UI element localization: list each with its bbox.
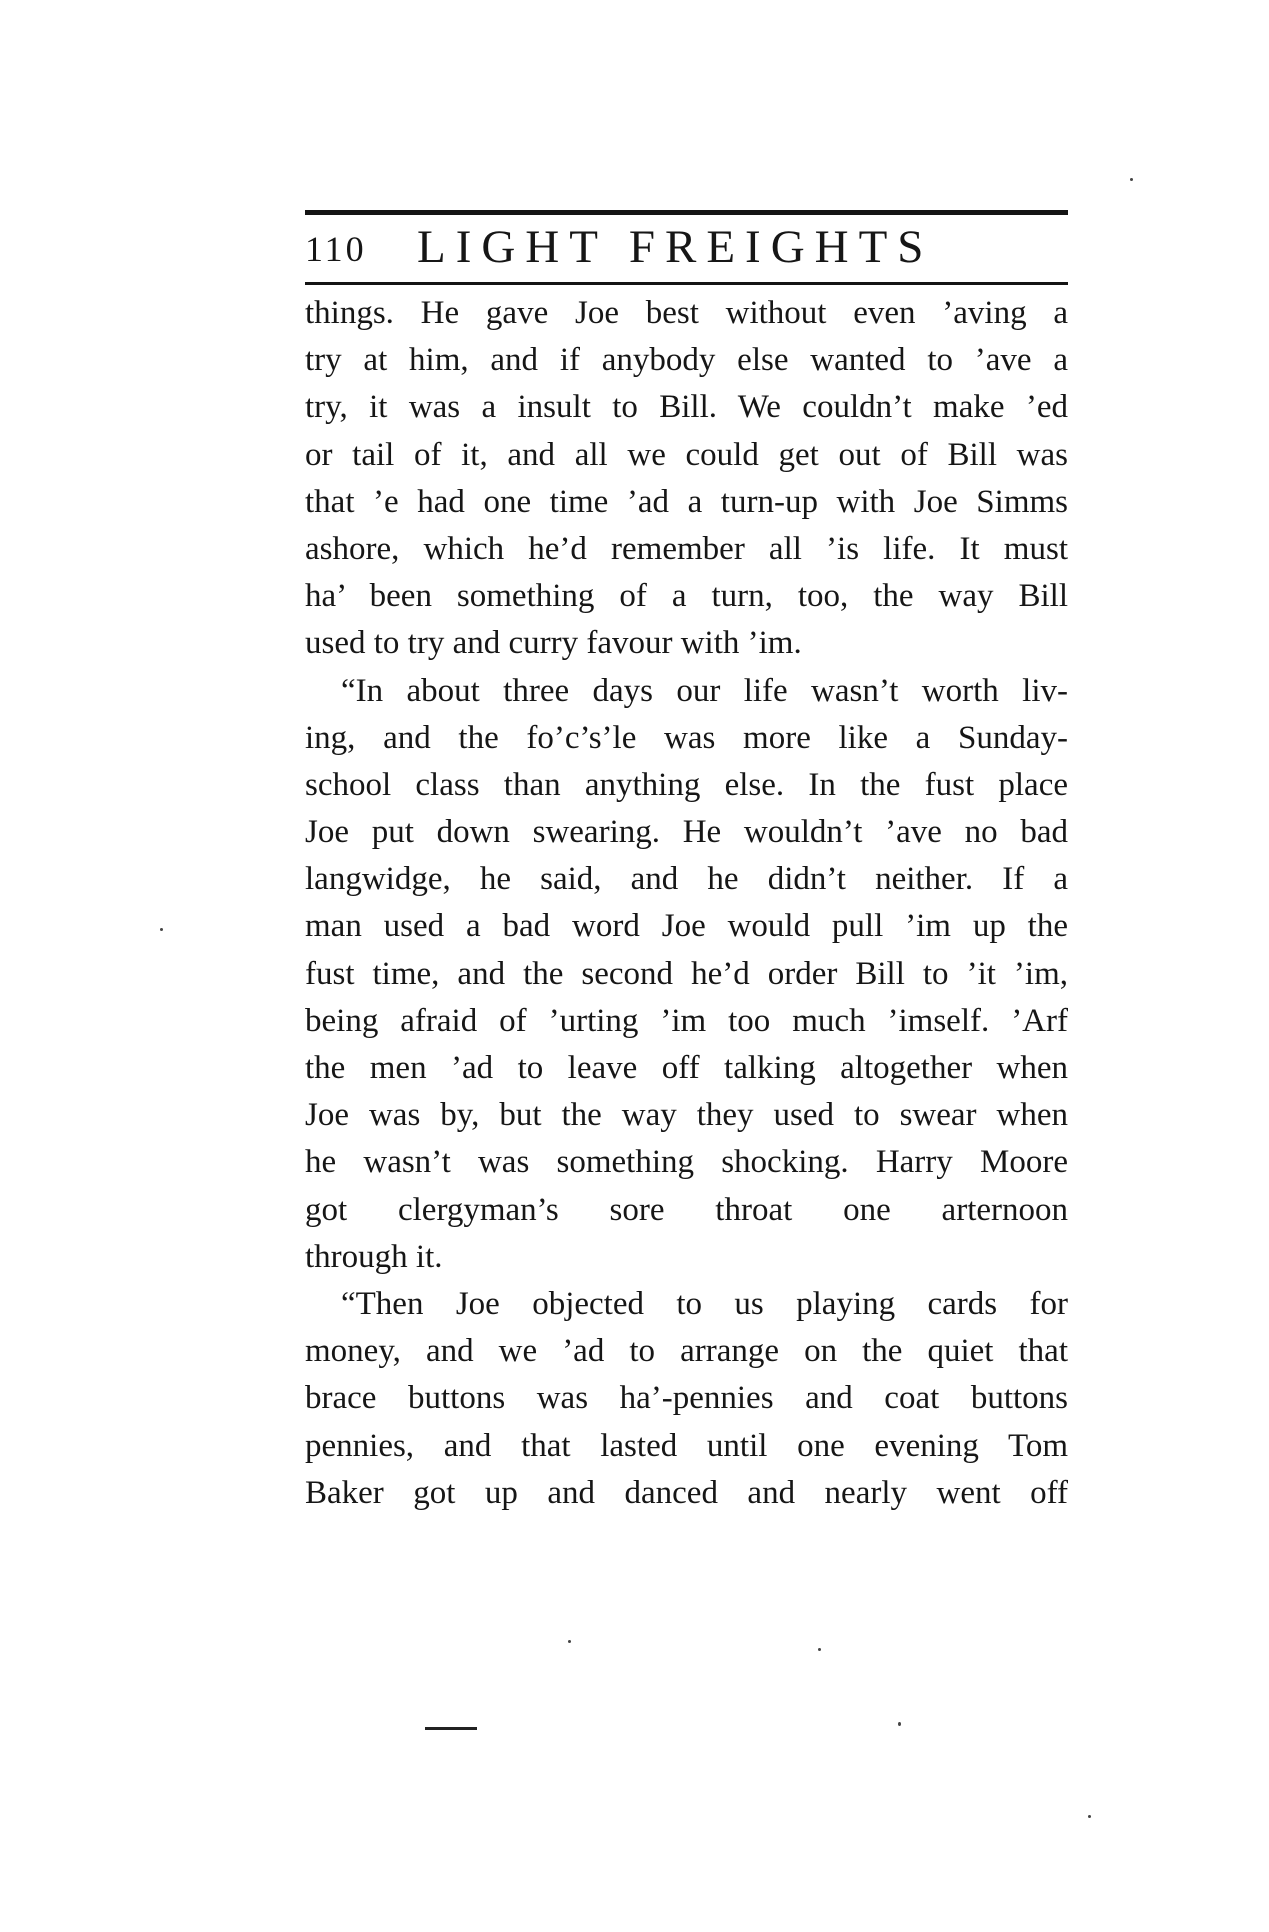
- text-line: used to try and curry favour with ’im.: [305, 625, 802, 662]
- text-line: the men ’ad to leave off talking altogether when: [305, 1050, 1068, 1086]
- text-line: he wasn’t was something shocking. Harry Moore: [305, 1144, 1068, 1181]
- text-line: try, it was a insult to Bill. We couldn’t make ’ed: [305, 389, 1068, 426]
- text-line: pennies, and that lasted until one evening Tom: [305, 1427, 1068, 1464]
- paragraph-start-line: “Then Joe objected to us playing cards for: [341, 1285, 1068, 1322]
- text-line: langwidge, he said, and he didn’t neither. If a: [305, 861, 1068, 898]
- scan-dash-mark: [425, 1727, 477, 1730]
- header-top-rule: [305, 210, 1068, 215]
- text-line: try at him, and if anybody else wanted to ’ave a: [305, 342, 1068, 379]
- text-line: through it.: [305, 1238, 443, 1275]
- text-line: got clergyman’s sore throat one arternoon: [305, 1191, 1068, 1228]
- book-title: LIGHT FREIGHTS: [417, 221, 934, 273]
- scan-speck: [818, 1648, 821, 1651]
- scan-speck: [160, 928, 163, 931]
- text-line: man used a bad word Joe would pull ’im up the: [305, 908, 1068, 945]
- text-line: ing, and the fo’c’s’le was more like a Sunday-: [305, 719, 1068, 756]
- text-line: ashore, which he’d remember all ’is life. It must: [305, 530, 1068, 567]
- text-line: ha’ been something of a turn, too, the way Bill: [305, 578, 1068, 615]
- scan-speck: [1088, 1815, 1091, 1818]
- text-line: things. He gave Joe best without even ’aving a: [305, 295, 1068, 331]
- page-number: 110: [305, 229, 367, 269]
- text-line: school class than anything else. In the fust place: [305, 766, 1068, 803]
- text-line: or tail of it, and all we could get out of Bill was: [305, 436, 1068, 473]
- scan-speck: [898, 1722, 901, 1726]
- text-line: that ’e had one time ’ad a turn-up with Joe Simms: [305, 483, 1068, 520]
- text-line: Joe put down swearing. He wouldn’t ’ave no bad: [305, 814, 1068, 851]
- text-line: Joe was by, but the way they used to swear when: [305, 1097, 1068, 1134]
- running-head: [305, 220, 1068, 276]
- text-line: money, and we ’ad to arrange on the quiet that: [305, 1333, 1068, 1370]
- paragraph-start-line: “In about three days our life wasn’t worth liv-: [341, 672, 1068, 709]
- text-line: being afraid of ’urting ’im too much ’imself. ’Arf: [305, 1002, 1068, 1039]
- text-line: brace buttons was ha’-pennies and coat buttons: [305, 1380, 1068, 1417]
- body-text: [305, 290, 1068, 1517]
- text-line: Baker got up and danced and nearly went off: [305, 1474, 1068, 1511]
- text-line: fust time, and the second he’d order Bill to ’it ’im,: [305, 955, 1068, 992]
- scan-speck: [568, 1640, 571, 1643]
- scan-speck: [1130, 178, 1133, 181]
- header-bottom-rule: [305, 282, 1068, 285]
